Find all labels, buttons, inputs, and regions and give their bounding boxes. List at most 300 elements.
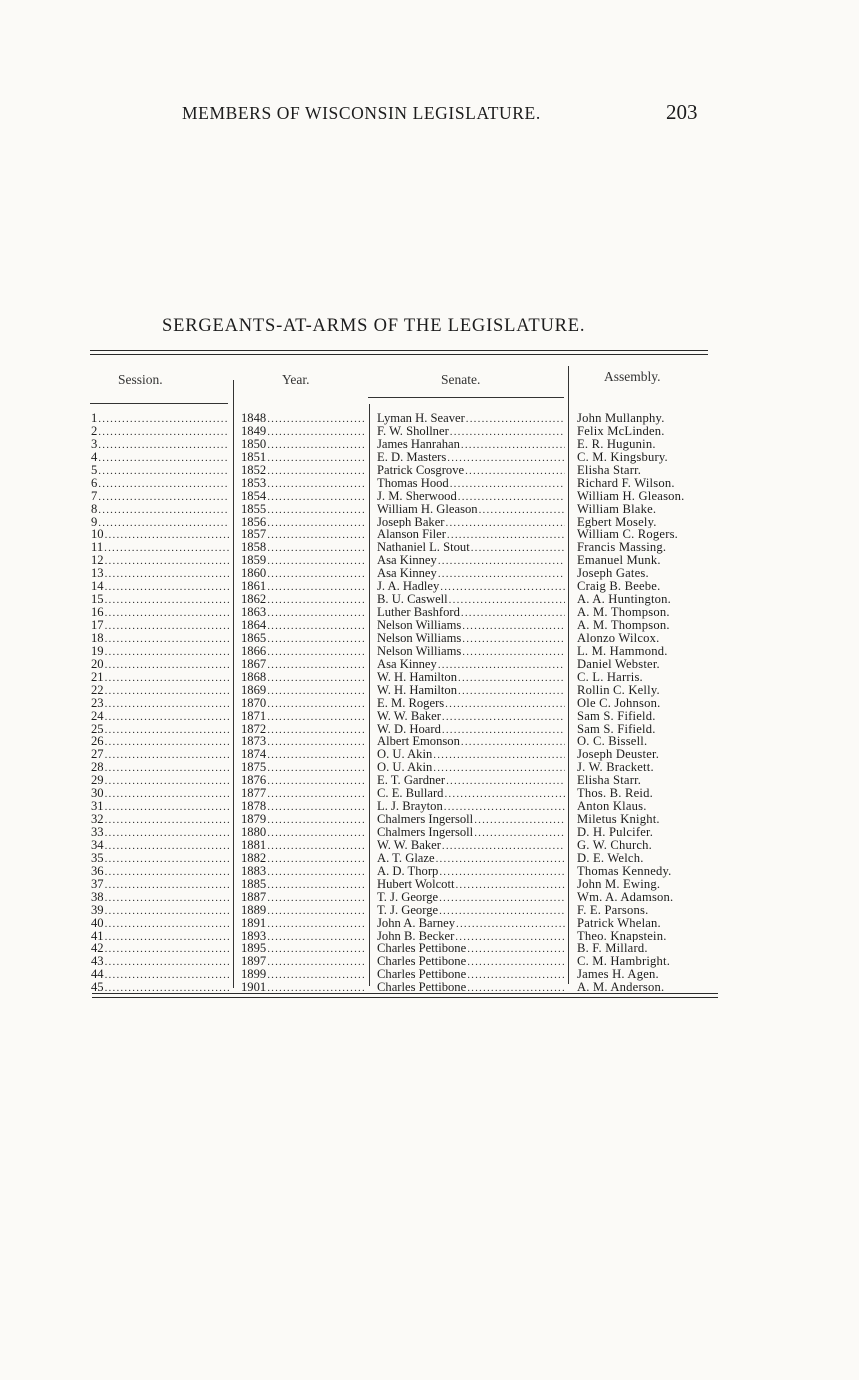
assembly-cell: Elisha Starr. bbox=[577, 774, 642, 788]
assembly-cell: O. C. Bissell. bbox=[577, 735, 648, 749]
year-cell-text: 1853 bbox=[241, 476, 267, 490]
dot-leader bbox=[105, 749, 229, 761]
dot-leader bbox=[98, 426, 229, 438]
year-cell bbox=[241, 955, 365, 968]
dot-leader bbox=[105, 607, 229, 619]
session-cell-text: 4 bbox=[91, 450, 98, 464]
year-cell bbox=[241, 735, 365, 748]
dot-leader bbox=[438, 555, 565, 567]
year-cell-text: 1858 bbox=[241, 541, 267, 555]
dot-leader bbox=[105, 568, 229, 580]
senate-cell bbox=[377, 658, 565, 671]
year-cell-text: 1875 bbox=[241, 761, 267, 775]
session-cell bbox=[91, 723, 229, 736]
year-cell bbox=[241, 942, 365, 955]
senate-cell-text: Charles Pettibone bbox=[377, 981, 467, 995]
senate-cell bbox=[377, 878, 565, 891]
senate-cell-text: Nelson Williams bbox=[377, 631, 462, 645]
dot-leader bbox=[440, 581, 565, 593]
page-number: 203 bbox=[666, 100, 698, 124]
dot-leader bbox=[267, 413, 365, 425]
senate-cell bbox=[377, 710, 565, 723]
dot-leader bbox=[105, 555, 229, 567]
dot-leader bbox=[105, 724, 229, 736]
dot-leader bbox=[267, 931, 365, 943]
senate-cell-text: E. T. Gardner bbox=[377, 774, 446, 788]
dot-leader bbox=[105, 698, 229, 710]
dot-leader bbox=[267, 504, 365, 516]
senate-cell bbox=[377, 541, 565, 554]
dot-leader bbox=[447, 529, 565, 541]
session-cell-text: 13 bbox=[91, 567, 104, 581]
session-cell-text: 14 bbox=[91, 580, 104, 594]
session-cell bbox=[91, 865, 229, 878]
dot-leader bbox=[462, 646, 565, 658]
session-cell bbox=[91, 632, 229, 645]
senate-cell-text: Alanson Filer bbox=[377, 528, 446, 542]
year-cell bbox=[241, 425, 365, 438]
header-senate: Senate. bbox=[441, 372, 481, 387]
header-session: Session. bbox=[118, 372, 163, 387]
year-cell-text: 1880 bbox=[241, 826, 267, 839]
year-cell-text: 1874 bbox=[241, 748, 267, 762]
senate-cell-text: C. E. Bullard bbox=[377, 787, 444, 801]
dot-leader bbox=[462, 620, 565, 632]
dot-leader bbox=[105, 892, 229, 904]
year-cell-text: 1849 bbox=[241, 424, 267, 438]
dot-leader bbox=[267, 853, 365, 865]
session-cell bbox=[91, 813, 229, 826]
senate-cell-text: Charles Pettibone bbox=[377, 955, 467, 969]
senate-cell-text: E. M. Rogers bbox=[377, 696, 445, 710]
dot-leader bbox=[446, 517, 565, 529]
dot-leader bbox=[105, 788, 229, 800]
dot-leader bbox=[267, 956, 365, 968]
session-cell-text: 34 bbox=[91, 838, 104, 852]
senate-cell bbox=[377, 645, 565, 658]
dot-leader bbox=[445, 698, 565, 710]
senate-cell bbox=[377, 968, 565, 981]
dot-leader bbox=[458, 672, 565, 684]
senate-cell-text: Chalmers Ingersoll bbox=[377, 826, 474, 839]
dot-leader bbox=[461, 439, 565, 451]
dot-leader bbox=[442, 724, 565, 736]
year-cell bbox=[241, 748, 365, 761]
session-cell-text: 23 bbox=[91, 696, 104, 710]
year-cell-text: 1893 bbox=[241, 929, 267, 943]
senate-cell-text: Nelson Williams bbox=[377, 619, 462, 632]
session-cell bbox=[91, 955, 229, 968]
dot-leader bbox=[267, 827, 365, 839]
session-cell bbox=[91, 800, 229, 813]
session-cell-text: 33 bbox=[91, 826, 104, 839]
session-cell-text: 42 bbox=[91, 942, 104, 956]
session-cell-text: 16 bbox=[91, 606, 104, 619]
dot-leader bbox=[267, 659, 365, 671]
senate-cell bbox=[377, 839, 565, 852]
senate-cell-text: T. J. George bbox=[377, 890, 439, 904]
session-cell-text: 39 bbox=[91, 903, 104, 917]
senate-cell-text: L. J. Brayton bbox=[377, 800, 443, 814]
assembly-cell: A. M. Thompson. bbox=[577, 606, 670, 619]
session-cell-text: 31 bbox=[91, 800, 104, 814]
dot-leader bbox=[98, 491, 229, 503]
year-cell bbox=[241, 451, 365, 464]
assembly-cell: Wm. A. Adamson. bbox=[577, 890, 674, 904]
dot-leader bbox=[105, 594, 229, 606]
dot-leader bbox=[461, 736, 565, 748]
year-cell-text: 1861 bbox=[241, 580, 267, 594]
year-cell bbox=[241, 684, 365, 697]
dot-leader bbox=[438, 659, 565, 671]
senate-cell-text: W. H. Hamilton bbox=[377, 670, 457, 684]
year-cell-text: 1877 bbox=[241, 787, 267, 801]
assembly-cell: D. E. Welch. bbox=[577, 851, 644, 865]
year-cell-text: 1887 bbox=[241, 890, 267, 904]
column-separator bbox=[369, 404, 370, 986]
dot-leader bbox=[267, 555, 365, 567]
senate-cell-text: O. U. Akin bbox=[377, 761, 433, 775]
assembly-cell: Patrick Whelan. bbox=[577, 916, 661, 930]
year-cell-text: 1848 bbox=[241, 412, 267, 425]
year-cell-text: 1872 bbox=[241, 722, 267, 736]
year-cell-text: 1885 bbox=[241, 877, 267, 891]
session-cell bbox=[91, 528, 229, 541]
senate-cell-text: Nathaniel L. Stout bbox=[377, 541, 470, 555]
dot-leader bbox=[105, 853, 229, 865]
senate-cell-text: Lyman H. Seaver bbox=[377, 412, 465, 425]
year-cell-text: 1859 bbox=[241, 554, 267, 568]
year-cell-text: 1860 bbox=[241, 567, 267, 581]
senate-cell-text: Nelson Williams bbox=[377, 644, 462, 658]
session-cell-text: 15 bbox=[91, 593, 104, 607]
session-cell-text: 20 bbox=[91, 657, 104, 671]
assembly-cell: Joseph Gates. bbox=[577, 567, 649, 581]
dot-leader bbox=[267, 685, 365, 697]
dot-leader bbox=[267, 969, 365, 981]
session-cell bbox=[91, 464, 229, 477]
session-cell-text: 30 bbox=[91, 787, 104, 801]
assembly-cell: Daniel Webster. bbox=[577, 657, 660, 671]
assembly-column bbox=[577, 412, 722, 994]
assembly-cell: Miletus Knight. bbox=[577, 813, 660, 826]
dot-leader bbox=[471, 542, 565, 554]
year-cell bbox=[241, 774, 365, 787]
assembly-cell: Alonzo Wilcox. bbox=[577, 631, 660, 645]
dot-leader bbox=[439, 892, 565, 904]
year-cell-text: 1870 bbox=[241, 696, 267, 710]
assembly-cell: Elisha Starr. bbox=[577, 463, 642, 477]
session-cell bbox=[91, 567, 229, 580]
assembly-cell: A. A. Huntington. bbox=[577, 593, 672, 607]
year-cell-text: 1862 bbox=[241, 593, 267, 607]
senate-column bbox=[377, 412, 565, 994]
senate-cell bbox=[377, 800, 565, 813]
dot-leader bbox=[267, 749, 365, 761]
senate-cell-text: Joseph Baker bbox=[377, 515, 445, 529]
senate-cell bbox=[377, 671, 565, 684]
session-cell bbox=[91, 917, 229, 930]
dot-leader bbox=[267, 788, 365, 800]
senate-cell bbox=[377, 619, 565, 632]
senate-cell bbox=[377, 735, 565, 748]
senate-cell bbox=[377, 955, 565, 968]
senate-cell bbox=[377, 464, 565, 477]
year-cell-text: 1876 bbox=[241, 774, 267, 788]
year-cell-text: 1850 bbox=[241, 437, 267, 451]
session-cell bbox=[91, 503, 229, 516]
dot-leader bbox=[436, 853, 565, 865]
session-cell bbox=[91, 425, 229, 438]
senate-cell-text: William H. Gleason bbox=[377, 502, 478, 516]
dot-leader bbox=[105, 931, 229, 943]
year-cell bbox=[241, 917, 365, 930]
dot-leader bbox=[267, 633, 365, 645]
dot-leader bbox=[267, 607, 365, 619]
assembly-cell: Richard F. Wilson. bbox=[577, 476, 675, 490]
running-head: MEMBERS OF WISCONSIN LEGISLATURE. bbox=[182, 103, 541, 123]
dot-leader bbox=[474, 827, 565, 839]
session-cell-text: 24 bbox=[91, 709, 104, 723]
year-cell bbox=[241, 723, 365, 736]
dot-leader bbox=[98, 517, 229, 529]
year-cell bbox=[241, 554, 365, 567]
senate-cell-text: Luther Bashford bbox=[377, 606, 460, 619]
dot-leader bbox=[449, 594, 565, 606]
session-cell-text: 43 bbox=[91, 955, 104, 969]
year-cell bbox=[241, 878, 365, 891]
dot-leader bbox=[444, 801, 565, 813]
dot-leader bbox=[98, 452, 229, 464]
year-cell-text: 1863 bbox=[241, 606, 267, 619]
session-cell-text: 17 bbox=[91, 619, 104, 632]
session-cell bbox=[91, 930, 229, 943]
dot-leader bbox=[267, 465, 365, 477]
year-cell-text: 1879 bbox=[241, 813, 267, 826]
dot-leader bbox=[105, 943, 229, 955]
dot-leader bbox=[105, 840, 229, 852]
session-cell bbox=[91, 438, 229, 451]
assembly-cell: Emanuel Munk. bbox=[577, 554, 661, 568]
assembly-cell: C. M. Hambright. bbox=[577, 955, 671, 969]
session-cell-text: 11 bbox=[91, 541, 104, 555]
dot-leader bbox=[105, 762, 229, 774]
senate-cell-text: Asa Kinney bbox=[377, 554, 437, 568]
senate-cell-text: J. M. Sherwood bbox=[377, 489, 457, 503]
session-cell bbox=[91, 787, 229, 800]
session-cell bbox=[91, 852, 229, 865]
session-cell bbox=[91, 904, 229, 917]
session-cell-text: 32 bbox=[91, 813, 104, 826]
dot-leader bbox=[105, 866, 229, 878]
session-cell-text: 27 bbox=[91, 748, 104, 762]
dot-leader bbox=[267, 736, 365, 748]
dot-leader bbox=[105, 529, 229, 541]
senate-cell bbox=[377, 942, 565, 955]
assembly-cell: Egbert Mosely. bbox=[577, 515, 657, 529]
session-cell bbox=[91, 658, 229, 671]
year-cell bbox=[241, 567, 365, 580]
top-rule bbox=[90, 350, 708, 351]
senate-cell-text: John B. Becker bbox=[377, 929, 455, 943]
assembly-cell: A. M. Thompson. bbox=[577, 619, 670, 632]
year-cell-text: 1854 bbox=[241, 489, 267, 503]
year-cell bbox=[241, 645, 365, 658]
year-cell bbox=[241, 464, 365, 477]
dot-leader bbox=[455, 879, 565, 891]
assembly-cell: E. R. Hugunin. bbox=[577, 437, 656, 451]
assembly-cell: F. E. Parsons. bbox=[577, 903, 649, 917]
dot-leader bbox=[105, 879, 229, 891]
year-cell-text: 1856 bbox=[241, 515, 267, 529]
session-cell-text: 21 bbox=[91, 670, 104, 684]
dot-leader bbox=[456, 918, 565, 930]
session-cell-text: 41 bbox=[91, 929, 104, 943]
senate-cell-text: James Hanrahan bbox=[377, 437, 460, 451]
assembly-cell: William H. Gleason. bbox=[577, 489, 685, 503]
session-cell-text: 35 bbox=[91, 851, 104, 865]
senate-cell-text: Charles Pettibone bbox=[377, 942, 467, 956]
year-cell bbox=[241, 438, 365, 451]
dot-leader bbox=[267, 905, 365, 917]
year-cell-text: 1891 bbox=[241, 916, 267, 930]
dot-leader bbox=[267, 814, 365, 826]
senate-cell bbox=[377, 528, 565, 541]
senate-cell bbox=[377, 930, 565, 943]
dot-leader bbox=[465, 465, 565, 477]
session-cell-text: 12 bbox=[91, 554, 104, 568]
dot-leader bbox=[267, 620, 365, 632]
column-separator bbox=[233, 380, 234, 988]
senate-cell bbox=[377, 723, 565, 736]
senate-cell bbox=[377, 697, 565, 710]
dot-leader bbox=[98, 439, 229, 451]
year-cell-text: 1869 bbox=[241, 683, 267, 697]
senate-cell bbox=[377, 554, 565, 567]
year-cell-text: 1868 bbox=[241, 670, 267, 684]
assembly-cell: Joseph Deuster. bbox=[577, 748, 660, 762]
year-cell-text: 1865 bbox=[241, 631, 267, 645]
year-cell-text: 1855 bbox=[241, 502, 267, 516]
year-cell-text: 1871 bbox=[241, 709, 267, 723]
senate-cell bbox=[377, 774, 565, 787]
session-cell-text: 5 bbox=[91, 463, 98, 477]
year-cell bbox=[241, 503, 365, 516]
dot-leader bbox=[267, 879, 365, 891]
header-rule-senate bbox=[368, 397, 564, 398]
dot-leader bbox=[267, 542, 365, 554]
senate-cell-text: Chalmers Ingersoll bbox=[377, 813, 474, 826]
dot-leader bbox=[267, 452, 365, 464]
session-cell-text: 37 bbox=[91, 877, 104, 891]
dot-leader bbox=[105, 659, 229, 671]
session-cell bbox=[91, 516, 229, 529]
senate-cell-text: J. A. Hadley bbox=[377, 580, 440, 594]
year-cell-text: 1857 bbox=[241, 528, 267, 542]
assembly-cell: Ole C. Johnson. bbox=[577, 696, 661, 710]
dot-leader bbox=[267, 866, 365, 878]
dot-leader bbox=[105, 801, 229, 813]
year-cell bbox=[241, 490, 365, 503]
assembly-cell: J. W. Brackett. bbox=[577, 761, 654, 775]
table-title: SERGEANTS-AT-ARMS OF THE LEGISLATURE. bbox=[162, 316, 586, 336]
assembly-cell: A. M. Anderson. bbox=[577, 981, 665, 995]
dot-leader bbox=[458, 491, 565, 503]
senate-cell-text: W. D. Hoard bbox=[377, 722, 441, 736]
assembly-cell: L. M. Hammond. bbox=[577, 644, 668, 658]
session-cell bbox=[91, 412, 229, 425]
assembly-cell: Felix McLinden. bbox=[577, 424, 665, 438]
session-cell-text: 44 bbox=[91, 968, 104, 982]
dot-leader bbox=[444, 788, 565, 800]
session-cell bbox=[91, 735, 229, 748]
year-cell bbox=[241, 606, 365, 619]
senate-cell bbox=[377, 490, 565, 503]
year-cell bbox=[241, 904, 365, 917]
dot-leader bbox=[105, 620, 229, 632]
senate-cell bbox=[377, 477, 565, 490]
session-cell bbox=[91, 541, 229, 554]
dot-leader bbox=[442, 711, 565, 723]
assembly-cell: Francis Massing. bbox=[577, 541, 667, 555]
year-cell-text: 1897 bbox=[241, 955, 267, 969]
assembly-cell: Rollin C. Kelly. bbox=[577, 683, 660, 697]
year-cell bbox=[241, 865, 365, 878]
year-cell bbox=[241, 593, 365, 606]
senate-cell bbox=[377, 891, 565, 904]
session-cell-text: 1 bbox=[91, 412, 98, 425]
session-cell bbox=[91, 942, 229, 955]
dot-leader bbox=[267, 426, 365, 438]
year-cell bbox=[241, 412, 365, 425]
session-cell-text: 19 bbox=[91, 644, 104, 658]
senate-cell-text: Asa Kinney bbox=[377, 567, 437, 581]
dot-leader bbox=[105, 956, 229, 968]
dot-leader bbox=[433, 749, 565, 761]
assembly-cell: Craig B. Beebe. bbox=[577, 580, 661, 594]
senate-cell-text: W. W. Baker bbox=[377, 838, 441, 852]
assembly-cell: C. M. Kingsbury. bbox=[577, 450, 668, 464]
session-cell bbox=[91, 619, 229, 632]
session-cell bbox=[91, 671, 229, 684]
dot-leader bbox=[267, 762, 365, 774]
session-cell-text: 3 bbox=[91, 437, 98, 451]
senate-cell-text: O. U. Akin bbox=[377, 748, 433, 762]
year-cell-text: 1852 bbox=[241, 463, 267, 477]
dot-leader bbox=[267, 517, 365, 529]
dot-leader bbox=[267, 943, 365, 955]
senate-cell bbox=[377, 503, 565, 516]
senate-cell bbox=[377, 826, 565, 839]
assembly-cell: D. H. Pulcifer. bbox=[577, 826, 654, 839]
assembly-cell: Sam S. Fifield. bbox=[577, 709, 656, 723]
senate-cell-text: B. U. Caswell bbox=[377, 593, 448, 607]
year-cell bbox=[241, 839, 365, 852]
year-cell bbox=[241, 710, 365, 723]
session-cell-text: 45 bbox=[91, 981, 104, 995]
year-cell bbox=[241, 930, 365, 943]
dot-leader bbox=[267, 801, 365, 813]
year-cell bbox=[241, 826, 365, 839]
session-cell-text: 18 bbox=[91, 631, 104, 645]
assembly-cell: William C. Rogers. bbox=[577, 528, 679, 542]
dot-leader bbox=[267, 439, 365, 451]
dot-leader bbox=[450, 478, 565, 490]
session-cell bbox=[91, 477, 229, 490]
year-cell-text: 1883 bbox=[241, 864, 267, 878]
session-cell bbox=[91, 774, 229, 787]
senate-cell-text: A. T. Glaze bbox=[377, 851, 435, 865]
